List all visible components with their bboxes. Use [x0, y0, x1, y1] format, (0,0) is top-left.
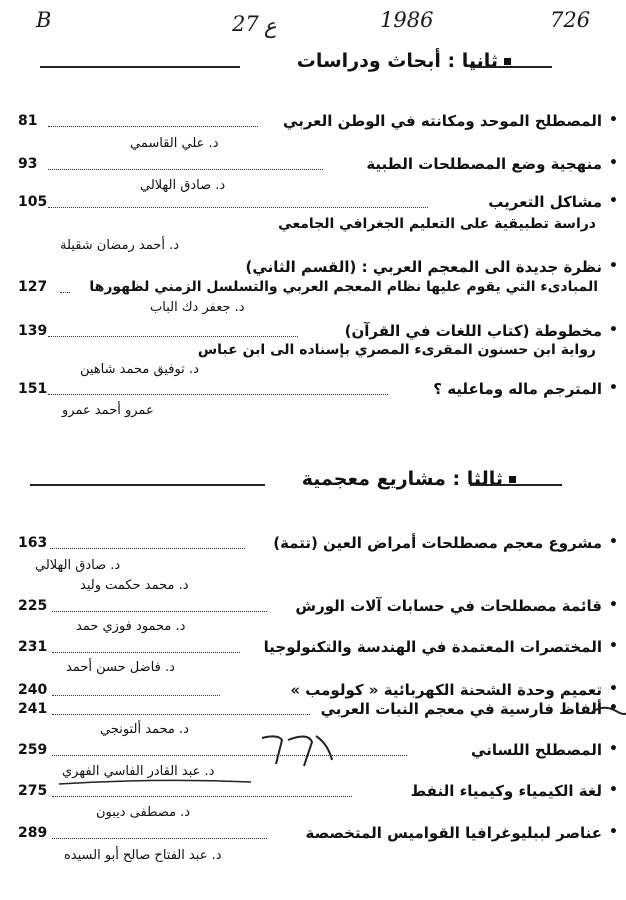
toc-entry [62, 322, 618, 342]
bullet-icon: • [609, 597, 618, 613]
author: د. فاضل حسن أحمد [66, 660, 175, 675]
leader-dots [48, 126, 258, 127]
entry-subtitle: دراسة تطبيقية على التعليم الجغرافي الجامعي [278, 216, 596, 232]
entry-title: مشاكل التعريب [488, 193, 602, 211]
toc-entry [62, 681, 618, 701]
page-number: 240 [18, 682, 48, 698]
page-number: 259 [18, 742, 48, 758]
page-number: 225 [18, 598, 48, 614]
toc-entry [62, 155, 618, 175]
bullet-icon: • [609, 534, 618, 550]
toc-entry [62, 597, 618, 617]
pen-stroke-mark [590, 700, 626, 720]
page-number: 93 [18, 156, 38, 172]
leader-dots [52, 714, 310, 715]
toc-entry [62, 193, 618, 213]
entry-title: لغة الكيمياء وكيمياء النفط [410, 782, 602, 800]
bullet-icon: • [609, 638, 618, 654]
page-number: 127 [18, 279, 48, 295]
toc-entry [62, 700, 618, 720]
leader-dots [52, 652, 240, 653]
bullet-icon: • [609, 112, 618, 128]
bullet-icon: • [609, 193, 618, 209]
author: د. عبد القادر الفاسي الفهري [62, 764, 215, 779]
section3-title [302, 468, 516, 490]
section3-rule-right [470, 484, 562, 486]
entry-subtitle: رواية ابن حسنون المقرىء المصري بإسناده الى ابن عباس [197, 342, 596, 358]
entry-title: المصطلح الموحد ومكانته في الوطن العربي [283, 112, 602, 130]
year-mark: 1986 [380, 8, 434, 32]
entry-title: قائمة مصطلحات في حسابات آلات الورش [295, 597, 602, 615]
author: د. صادق الهلالي [35, 558, 121, 573]
corner-letter: B [36, 8, 52, 32]
bullet-icon: • [609, 782, 618, 798]
toc-entry [62, 534, 618, 554]
author: د. محمد ألتونجي [100, 722, 189, 737]
entry-title: منهجية وضع المصطلحات الطبية [366, 155, 602, 173]
bullet-icon: • [609, 258, 618, 274]
issue-letter: ع [264, 14, 277, 38]
bullet-icon: • [609, 741, 618, 757]
page-number: 151 [18, 381, 48, 397]
section2-title-text: ثانيا : أبحاث ودراسات [296, 50, 498, 72]
entry-title: المصطلح اللساني [471, 741, 602, 759]
bullet-icon: • [609, 824, 618, 840]
author: د. عبد الفتاح صالح أبو السيده [64, 848, 222, 863]
section2-rule [40, 66, 240, 68]
entry-title: مخطوطة (كتاب اللغات في القرآن) [344, 322, 602, 340]
page-number: 163 [18, 535, 48, 551]
author: د. علي القاسمي [130, 136, 219, 151]
section2-rule-right [470, 66, 552, 68]
leader-dots [48, 169, 323, 170]
bullet-icon: • [609, 700, 618, 716]
toc-entry [62, 824, 618, 844]
entry-title: المترجم ماله وماعليه ؟ [433, 380, 602, 398]
entry-title: مشروع معجم مصطلحات أمراض العين (تتمة) [273, 534, 602, 552]
toc-entry [62, 258, 618, 278]
reference-number: 726 [550, 8, 591, 32]
page-number: 241 [18, 701, 48, 717]
toc-entry [62, 782, 618, 802]
leader-dots [60, 292, 70, 293]
author: د. صادق الهلالي [140, 178, 226, 193]
author-second: د. محمد حكمت وليد [80, 578, 189, 593]
entry-title: المختصرات المعتمدة في الهندسة والتكنولوجيا [263, 638, 602, 656]
author: د. محمود فوزي حمد [76, 619, 186, 634]
toc-entry [62, 380, 618, 400]
page-number: 81 [18, 113, 38, 129]
entry-title: تعميم وحدة الشحنة الكهربائية « كولومب » [290, 681, 602, 699]
author: د. جعفر دك الباب [150, 300, 245, 315]
section3-rule [30, 484, 265, 486]
leader-dots [50, 548, 245, 549]
leader-dots [48, 394, 388, 395]
bullet-icon: • [609, 681, 618, 697]
square-bullet-icon [504, 58, 511, 65]
volume-number: 27 [232, 12, 259, 36]
leader-dots [48, 207, 428, 208]
entry-title: ألفاظ فارسية في معجم النبات العربي [320, 700, 602, 718]
page-number: 275 [18, 783, 48, 799]
leader-dots [52, 838, 267, 839]
bullet-icon: • [609, 155, 618, 171]
handwritten-seven-mark [258, 730, 338, 770]
square-bullet-icon [509, 476, 516, 483]
page-number: 231 [18, 639, 48, 655]
author: د. أحمد رمضان شقيلة [60, 238, 179, 253]
leader-dots [52, 611, 267, 612]
leader-dots [52, 695, 220, 696]
toc-entry [62, 112, 618, 132]
section3-title-text: ثالثا : مشاريع معجمية [301, 468, 503, 490]
page-number: 139 [18, 323, 48, 339]
entry-title: نظرة جديدة الى المعجم العربي : (القسم الثاني) [245, 258, 602, 276]
toc-entry [62, 638, 618, 658]
page-number: 289 [18, 825, 48, 841]
page-number: 105 [18, 194, 48, 210]
author: د. مصطفى ديبون [96, 805, 191, 820]
author: عمرو أحمد عمرو [62, 403, 154, 418]
entry-subtitle: المبادىء التي يقوم عليها نظام المعجم العربي والتسلسل الزمني لظهورها [89, 279, 598, 295]
bullet-icon: • [609, 322, 618, 338]
leader-dots [52, 796, 352, 797]
entry-title: عناصر لببليوغرافيا القواميس المتخصصة [305, 824, 602, 842]
bullet-icon: • [609, 380, 618, 396]
leader-dots [48, 336, 298, 337]
section2-title [297, 50, 511, 72]
author: د. توفيق محمد شاهين [80, 362, 199, 377]
